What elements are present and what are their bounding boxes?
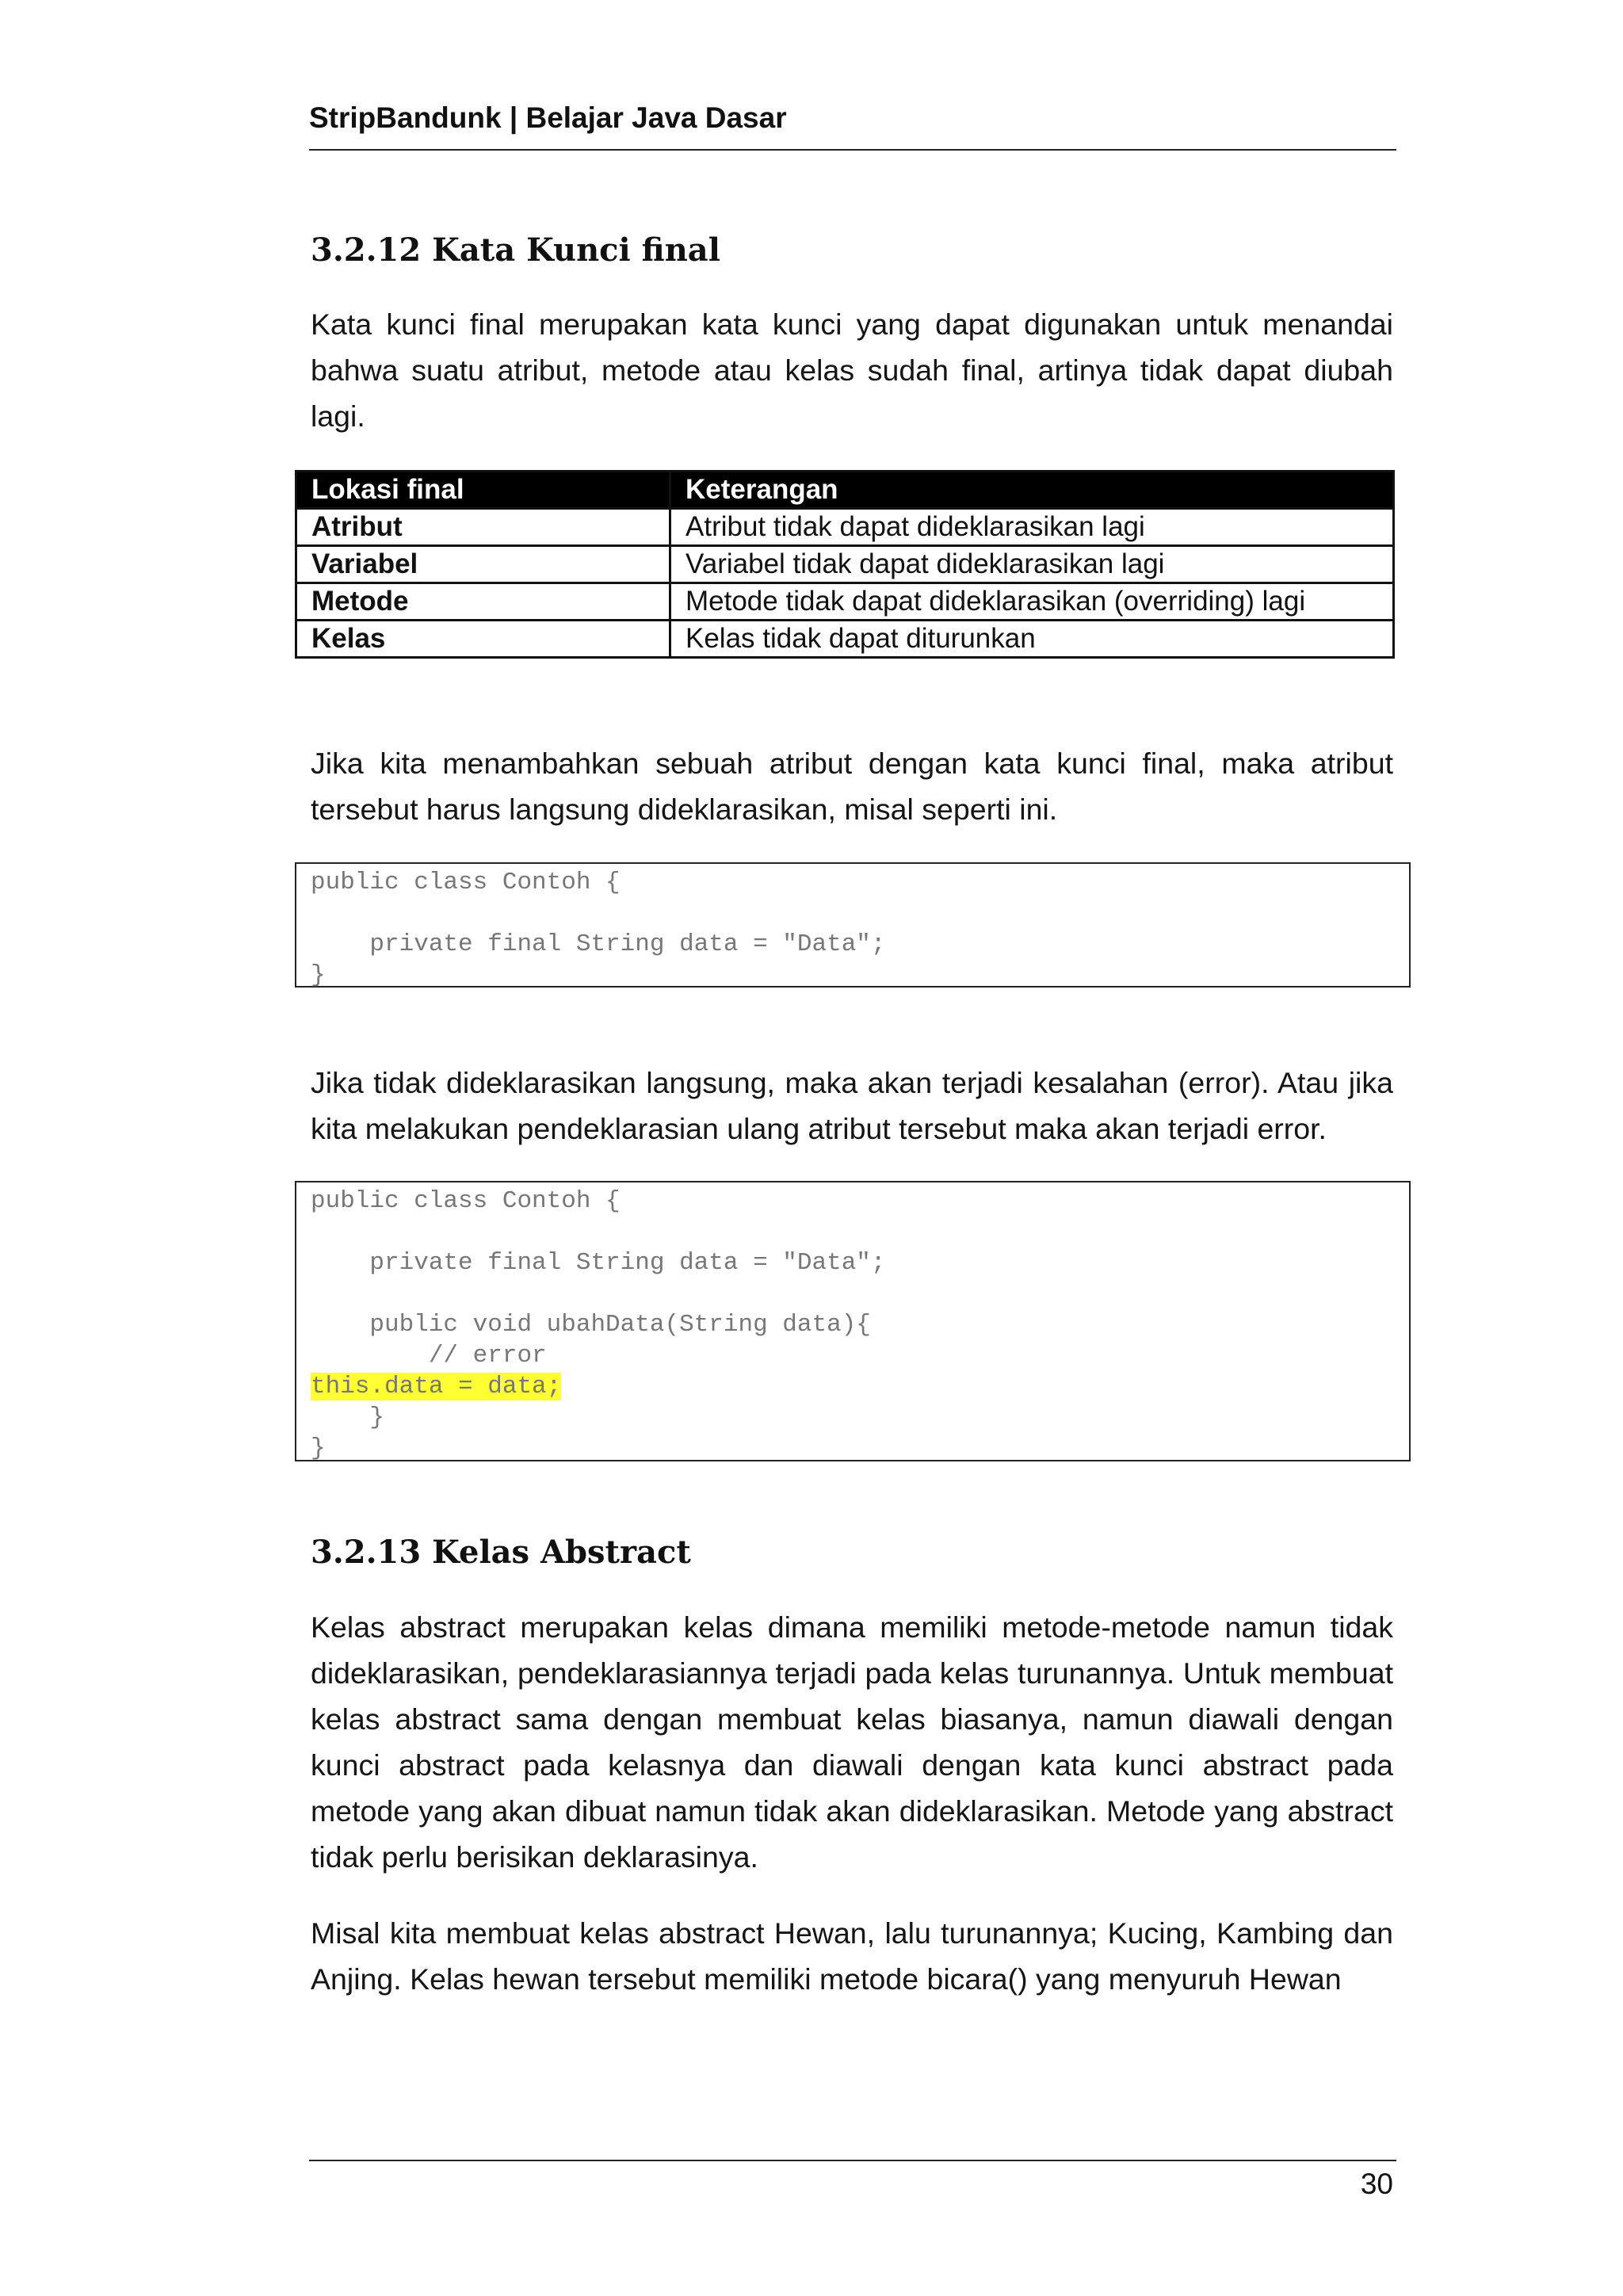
table-row (296, 546, 1394, 583)
table-cell-location: Atribut (296, 509, 670, 546)
table-row (296, 509, 1394, 546)
footer-divider (309, 2160, 1396, 2161)
code-block-1: public class Contoh { private final String data = "Data"; } (295, 862, 1411, 988)
table-header-location: Lokasi final (296, 472, 670, 509)
code-highlight: this.data = data; (311, 1373, 562, 1400)
table-header-description: Keterangan (670, 472, 1394, 509)
final-keyword-table (295, 470, 1395, 659)
section-heading-final: 3.2.12 Kata Kunci final (311, 231, 720, 269)
table-cell-description: Kelas tidak dapat diturunkan (670, 621, 1394, 658)
section-heading-abstract: 3.2.13 Kelas Abstract (311, 1534, 691, 1571)
code-text: } } (311, 1404, 385, 1462)
final-paragraph-3: Jika tidak dideklarasikan langsung, maka akan terjadi kesalahan (error). Atau jika kita melakukan pendeklarasian ulang atribut tersebut maka akan terjadi error. (311, 1066, 1393, 1145)
table-cell-description: Variabel tidak dapat dideklarasikan lagi (670, 546, 1394, 583)
table-header-row (296, 472, 1394, 509)
code-text: public class Contoh { private final String data = "Data"; public void ubahData(String data){ // error (311, 1187, 886, 1370)
table-cell-location: Metode (296, 583, 670, 621)
table-row (296, 583, 1394, 621)
final-intro-paragraph: Kata kunci final merupakan kata kunci yang dapat digunakan untuk menandai bahwa suatu atribut, metode atau kelas sudah final, artinya tidak dapat diubah lagi. (311, 308, 1393, 433)
table-cell-location: Kelas (296, 621, 670, 658)
header-title: StripBandunk | Belajar Java Dasar (309, 101, 787, 134)
abstract-paragraph-2: Misal kita membuat kelas abstract Hewan, lalu turunannya; Kucing, Kambing dan Anjing. Kelas hewan tersebut memiliki metode bicara() yang menyuruh Hewan (311, 1916, 1393, 1996)
final-paragraph-2: Jika kita menambahkan sebuah atribut dengan kata kunci final, maka atribut tersebut harus langsung dideklarasikan, misal seperti ini. (311, 747, 1393, 826)
page-header (309, 101, 1396, 151)
table-cell-location: Variabel (296, 546, 670, 583)
table-row (296, 621, 1394, 658)
abstract-paragraph-1: Kelas abstract merupakan kelas dimana memiliki metode-metode namun tidak dideklarasikan, pendeklarasiannya terjadi pada kelas turunannya. Untuk membuat kelas abstract sama dengan membuat kelas biasanya, namun diawali dengan kunci abstract pada kelasnya dan diawali dengan kata kunci abstract pada metode yang akan dibuat namun tidak akan dideklarasikan. Metode yang abstract tidak perlu berisikan deklarasinya. (311, 1610, 1393, 1874)
page-number: 30 (1360, 2168, 1393, 2200)
table-cell-description: Metode tidak dapat dideklarasikan (overriding) lagi (670, 583, 1394, 621)
code-block-2 (295, 1181, 1411, 1461)
table-cell-description: Atribut tidak dapat dideklarasikan lagi (670, 509, 1394, 546)
